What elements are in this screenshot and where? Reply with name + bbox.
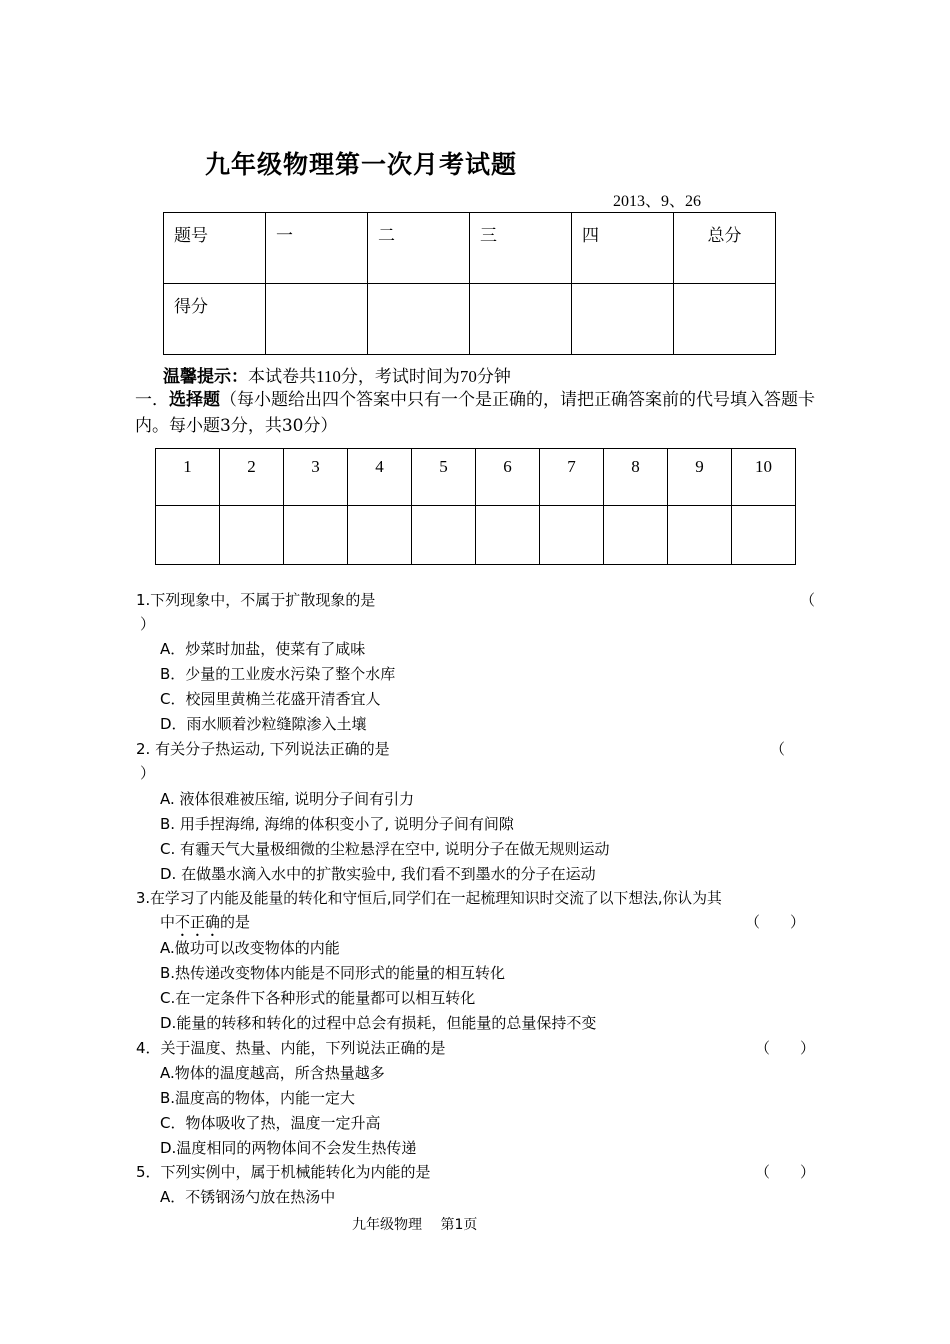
score-header-cell: 四	[572, 213, 674, 284]
question-2-stem: 2. 有关分子热运动, 下列说法正确的是	[136, 740, 390, 758]
question-5-paren: （ ）	[755, 1163, 816, 1181]
question-1-option-d: D．雨水顺着沙粒缝隙渗入土壤	[160, 715, 367, 733]
exam-tip	[163, 362, 511, 387]
answer-blank-cell[interactable]	[604, 506, 668, 565]
question-5-stem: 5．下列实例中，属于机械能转化为内能的是	[136, 1163, 431, 1181]
exam-date: 2013、9、26	[613, 193, 702, 210]
tip-label: 温馨提示：	[163, 367, 248, 387]
question-1-paren-close: ）	[140, 615, 156, 633]
score-header-cell: 三	[470, 213, 572, 284]
question-2-paren-close: ）	[140, 764, 156, 782]
question-1-option-c: C．校园里黄桷兰花盛开清香宜人	[160, 690, 381, 708]
score-header-cell: 二	[368, 213, 470, 284]
answer-blank-row	[156, 506, 796, 565]
question-3-option-c: C.在一定条件下各种形式的能量都可以相互转化	[160, 989, 476, 1007]
question-3-stem-post: 的是	[220, 913, 251, 931]
question-4-option-d: D.温度相同的两物体间不会发生热传递	[160, 1139, 417, 1157]
answer-number: 7	[540, 449, 604, 506]
answer-blank-cell[interactable]	[412, 506, 476, 565]
score-header-cell: 总分	[674, 213, 776, 284]
answer-card-table	[155, 448, 796, 565]
section-desc: （每小题给出四个答案中只有一个是正确的，请把正确答案前的代号填入答题卡内。每小题3分，共30分）	[135, 390, 815, 436]
question-4-stem: 4．关于温度、热量、内能，下列说法正确的是	[136, 1039, 446, 1057]
question-1-option-a: A．炒菜时加盐，使菜有了咸味	[160, 640, 366, 658]
answer-number: 10	[732, 449, 796, 506]
answer-blank-cell[interactable]	[732, 506, 796, 565]
question-4-paren: （ ）	[755, 1039, 816, 1057]
question-2-paren-open: （	[770, 740, 786, 758]
question-4-option-a: A.物体的温度越高，所含热量越多	[160, 1064, 385, 1082]
question-3-stem-pre: 中	[160, 913, 176, 931]
score-blank-cell[interactable]	[572, 284, 674, 355]
score-header-cell: 一	[266, 213, 368, 284]
answer-number: 9	[668, 449, 732, 506]
question-2-option-c: C. 有霾天气大量极细微的尘粒悬浮在空中, 说明分子在做无规则运动	[160, 840, 610, 858]
score-blank-cell[interactable]	[674, 284, 776, 355]
question-4-option-b: B.温度高的物体，内能一定大	[160, 1089, 356, 1107]
question-3-option-a: A.做功可以改变物体的内能	[160, 939, 340, 957]
section-prefix: 一．	[135, 390, 169, 410]
question-1-option-b: B．少量的工业废水污染了整个水库	[160, 665, 396, 683]
answer-blank-cell[interactable]	[220, 506, 284, 565]
answer-blank-cell[interactable]	[348, 506, 412, 565]
page-title: 九年级物理第一次月考试题	[205, 150, 518, 179]
question-2-option-d: D. 在做墨水滴入水中的扩散实验中, 我们看不到墨水的分子在运动	[160, 865, 596, 883]
question-4-option-c: C．物体吸收了热，温度一定升高	[160, 1114, 381, 1132]
question-2-option-a: A. 液体很难被压缩, 说明分子间有引力	[160, 790, 415, 808]
question-3-option-b: B.热传递改变物体内能是不同形式的能量的相互转化	[160, 964, 506, 982]
answer-blank-cell[interactable]	[284, 506, 348, 565]
section-heading	[135, 387, 825, 439]
question-1-stem: 1.下列现象中，不属于扩散现象的是	[136, 591, 376, 609]
score-blank-cell[interactable]	[266, 284, 368, 355]
answer-blank-cell[interactable]	[476, 506, 540, 565]
answer-number: 3	[284, 449, 348, 506]
score-table-score-row	[164, 284, 776, 355]
answer-blank-cell[interactable]	[540, 506, 604, 565]
page-footer: 九年级物理 第1页	[352, 1217, 478, 1233]
answer-number: 5	[412, 449, 476, 506]
answer-blank-cell[interactable]	[668, 506, 732, 565]
question-3-paren: （ ）	[745, 913, 806, 931]
question-3-emphasis: 不正确	[175, 913, 221, 931]
answer-number: 1	[156, 449, 220, 506]
question-3-option-d: D.能量的转移和转化的过程中总会有损耗，但能量的总量保持不变	[160, 1014, 597, 1032]
score-row-label: 得分	[164, 284, 266, 355]
score-blank-cell[interactable]	[368, 284, 470, 355]
score-table-header-row	[164, 213, 776, 284]
section-title: 选择题	[169, 390, 220, 410]
question-5-option-a: A．不锈钢汤勺放在热汤中	[160, 1188, 336, 1206]
answer-blank-cell[interactable]	[156, 506, 220, 565]
score-blank-cell[interactable]	[470, 284, 572, 355]
answer-number: 6	[476, 449, 540, 506]
question-2-option-b: B. 用手捏海绵, 海绵的体积变小了, 说明分子间有间隙	[160, 815, 514, 833]
answer-number: 8	[604, 449, 668, 506]
answer-number-row	[156, 449, 796, 506]
tip-text: 本试卷共110分，考试时间为70分钟	[248, 367, 511, 386]
question-3-stem-line1: 3.在学习了内能及能量的转化和守恒后,同学们在一起梳理知识时交流了以下想法,你认为其	[136, 890, 722, 907]
question-1-paren-open: （	[800, 591, 816, 609]
answer-number: 4	[348, 449, 412, 506]
answer-number: 2	[220, 449, 284, 506]
question-3-stem-line2	[160, 911, 250, 940]
score-table	[163, 212, 776, 355]
score-header-cell: 题号	[164, 213, 266, 284]
